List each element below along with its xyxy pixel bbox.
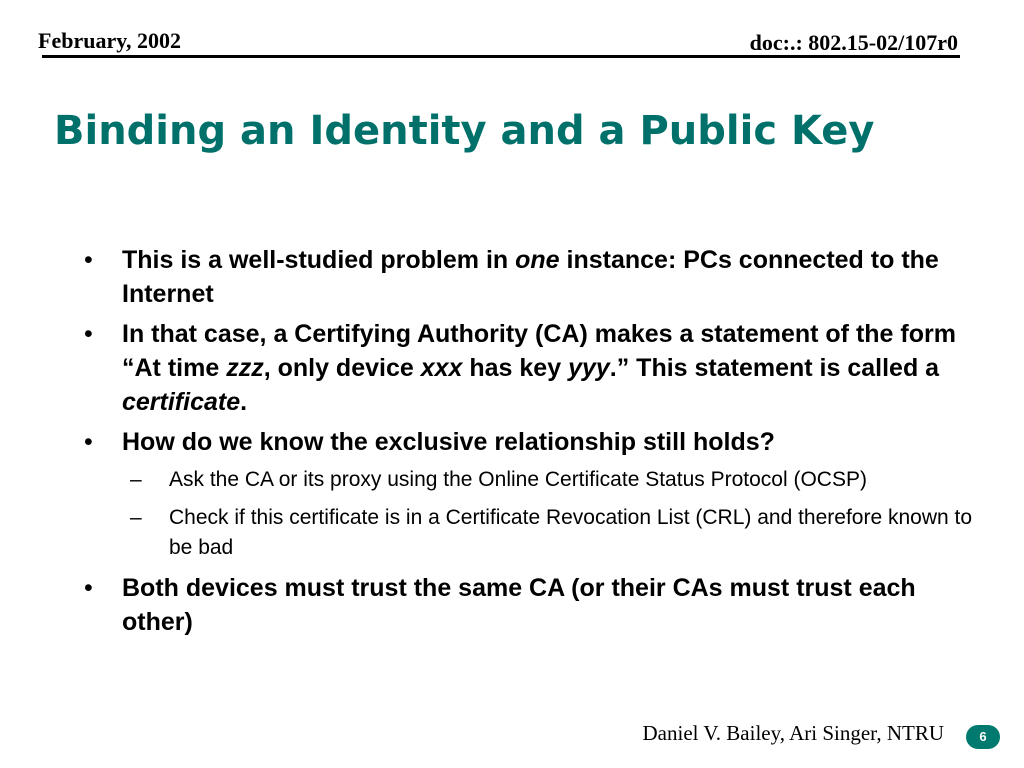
bullet-item-4 xyxy=(78,571,978,639)
bullet-emphasis: xxx xyxy=(420,354,463,382)
bullet-marker: • xyxy=(84,428,93,456)
footer-authors: Daniel V. Bailey, Ari Singer, NTRU xyxy=(642,721,944,745)
bullet-text: . xyxy=(240,388,248,416)
bullet-marker: • xyxy=(84,246,93,274)
bullet-item-3 xyxy=(78,425,978,459)
slide-title: Binding an Identity and a Public Key xyxy=(54,108,875,154)
bullet-item-2 xyxy=(78,317,978,419)
bullet-text: How do we know the exclusive relationship still holds? xyxy=(122,428,775,456)
header-date: February, 2002 xyxy=(38,28,181,53)
bullet-text: In that case, a Certifying Authority (CA) makes a statement of the form “At time xyxy=(122,320,956,382)
bullet-emphasis: zzz xyxy=(226,354,264,382)
bullet-marker: • xyxy=(84,574,93,602)
header-doc-id: doc:.: 802.15-02/107r0 xyxy=(749,30,958,55)
bullet-marker: • xyxy=(84,320,93,348)
bullet-text: This is a well-studied problem in xyxy=(122,246,516,274)
page-number-badge: 6 xyxy=(966,725,1000,749)
bullet-text: Both devices must trust the same CA (or their CAs must trust each other) xyxy=(122,574,916,636)
sub-bullet-text: Check if this certificate is in a Certificate Revocation List (CRL) and therefore known to be bad xyxy=(169,506,973,559)
bullet-emphasis: one xyxy=(515,246,560,274)
sub-bullet-item-1 xyxy=(78,465,978,495)
slide-body xyxy=(78,243,978,645)
sub-bullet-marker: – xyxy=(130,506,142,529)
header-divider xyxy=(42,55,960,58)
sub-bullet-text: Ask the CA or its proxy using the Online Certificate Status Protocol (OCSP) xyxy=(169,468,867,491)
bullet-text: instance: PCs connected to the Internet xyxy=(122,246,939,308)
sub-bullet-item-2 xyxy=(78,503,978,563)
bullet-item-1 xyxy=(78,243,978,311)
bullet-emphasis: yyy xyxy=(568,354,610,382)
bullet-text: , only device xyxy=(263,354,421,382)
sub-bullet-marker: – xyxy=(130,468,142,491)
bullet-emphasis: certificate xyxy=(122,388,241,416)
bullet-text: has key xyxy=(462,354,569,382)
bullet-text: .” This statement is called a xyxy=(609,354,940,382)
